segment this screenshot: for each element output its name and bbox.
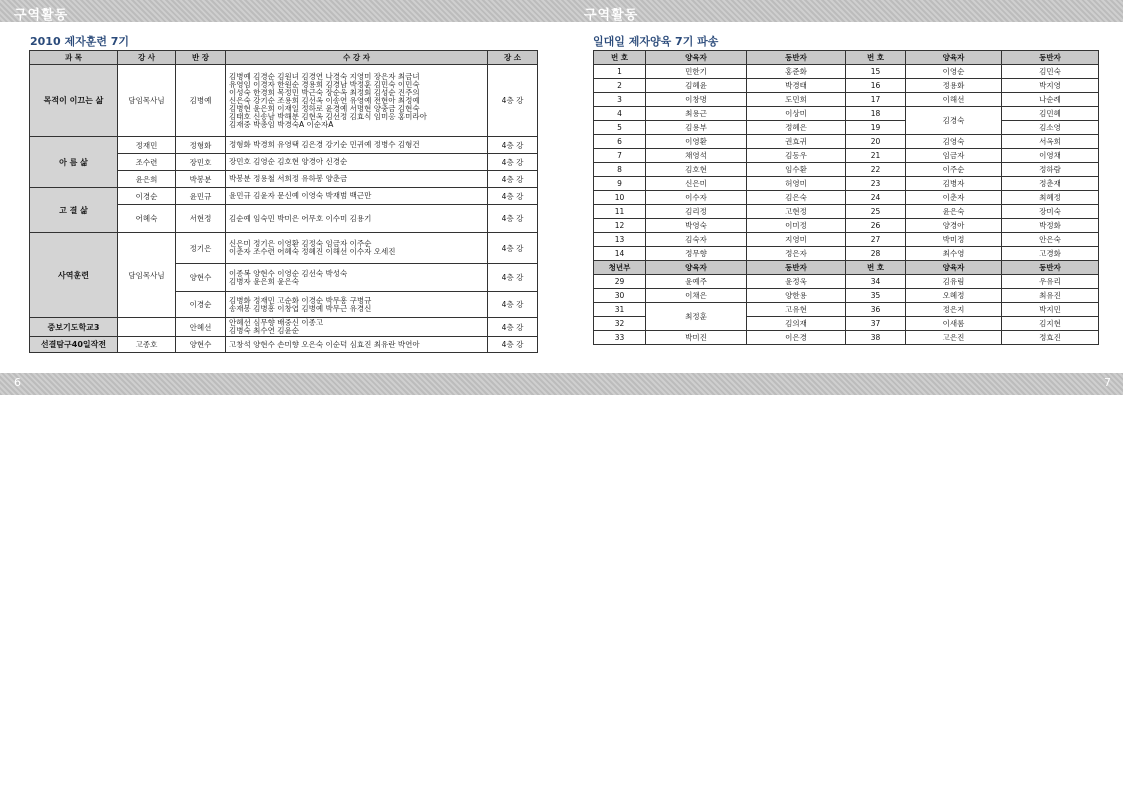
subject-cell: 목적이 이끄는 삶 bbox=[30, 65, 118, 137]
table-cell: 2 bbox=[594, 79, 646, 93]
table-row bbox=[594, 65, 1099, 79]
students-cell: 김병화 정재민 고순화 이경순 박무흥 구병규 송재봉 김병흥 이창엽 김병예 박무근 유경신 bbox=[226, 292, 488, 318]
location-cell: 4층 강 bbox=[488, 171, 538, 188]
table-cell: 허영미 bbox=[747, 177, 846, 191]
leader-cell: 안혜선 bbox=[176, 318, 226, 337]
right-section-title: 구역활동 bbox=[584, 8, 639, 23]
students-cell: 신은미 정기은 이영환 김정숙 임금자 이주순 이춘자 조수련 어혜숙 정혜진 이해선 이수자 오세진 bbox=[226, 233, 488, 264]
table-cell: 36 bbox=[846, 303, 906, 317]
table-cell: 김호현 bbox=[646, 163, 747, 177]
students-cell: 김병예 김경순 김원녀 김경연 나경숙 지영미 장은자 최금녀 유영임 이경자 한원순 경용희 김경남 박정훈 김민숙 이민숙 이성숙 한경희 목정민 박근숙 장순옥 최정회 김성순 진주의 신은숙 강기순 조용희 김선옥 이송연 유영예 전현아 최정예 김병현 윤은희 이재일 정하로 윤경예 서명현 양충금 김현숙 김태호 신송남 박해분 김현옥 김선정 김효식 임미옹 홍미라아 김재중 박총임 박경숙A 이순자A bbox=[226, 65, 488, 137]
table-cell: 정용화 bbox=[906, 79, 1002, 93]
table-cell: 이상미 bbox=[747, 107, 846, 121]
students-cell: 안혜선 심무향 배중신 이종고 김병숙 최수연 김윤순 bbox=[226, 318, 488, 337]
left-page-number: 6 bbox=[14, 376, 21, 389]
table-cell: 29 bbox=[594, 275, 646, 289]
table-cell: 김은숙 bbox=[747, 191, 846, 205]
table-cell: 나순례 bbox=[1002, 93, 1099, 107]
table-cell: 4 bbox=[594, 107, 646, 121]
students-cell: 장민호 김영순 김호현 양경아 신경순 bbox=[226, 154, 488, 171]
table-row bbox=[594, 135, 1099, 149]
table-cell: 이창명 bbox=[646, 93, 747, 107]
table-cell: 김경숙 bbox=[906, 107, 1002, 135]
students-cell: 이종복 양현수 이영순 김선숙 박성숙 김병자 윤은희 윤은숙 bbox=[226, 264, 488, 292]
table-cell: 19 bbox=[846, 121, 906, 135]
location-cell: 4층 강 bbox=[488, 318, 538, 337]
table-cell: 16 bbox=[846, 79, 906, 93]
table-cell: 25 bbox=[846, 205, 906, 219]
right-page-number: 7 bbox=[1104, 376, 1111, 389]
table-cell: 김유림 bbox=[906, 275, 1002, 289]
table-cell: 우유리 bbox=[1002, 275, 1099, 289]
table-row bbox=[30, 233, 538, 264]
table-row bbox=[594, 191, 1099, 205]
table-row bbox=[594, 149, 1099, 163]
table-cell: 이해선 bbox=[906, 93, 1002, 107]
table-cell: 윤정욱 bbox=[747, 275, 846, 289]
table-cell: 최수영 bbox=[906, 247, 1002, 261]
table-cell: 양한용 bbox=[747, 289, 846, 303]
leader-cell: 박봉분 bbox=[176, 171, 226, 188]
table-cell: 임수환 bbox=[747, 163, 846, 177]
table-cell: 김숙자 bbox=[646, 233, 747, 247]
column-header: 동반자 bbox=[747, 51, 846, 65]
leader-cell: 양현수 bbox=[176, 264, 226, 292]
table-cell: 김동우 bbox=[747, 149, 846, 163]
column-header: 동반자 bbox=[1002, 51, 1099, 65]
table-cell: 윤은숙 bbox=[906, 205, 1002, 219]
subject-cell: 사역훈련 bbox=[30, 233, 118, 318]
table-row bbox=[594, 247, 1099, 261]
table-cell: 18 bbox=[846, 107, 906, 121]
subject-cell: 고 결 삶 bbox=[30, 188, 118, 233]
table-cell: 김리정 bbox=[646, 205, 747, 219]
column-header: 동반자 bbox=[747, 261, 846, 275]
table-cell: 5 bbox=[594, 121, 646, 135]
table-cell: 정효진 bbox=[1002, 331, 1099, 345]
table-cell: 26 bbox=[846, 219, 906, 233]
table-cell: 9 bbox=[594, 177, 646, 191]
teacher-cell: 윤은희 bbox=[118, 171, 176, 188]
table-cell: 정은지 bbox=[906, 303, 1002, 317]
teacher-cell: 이경순 bbox=[118, 188, 176, 205]
subject-cell: 중보기도학교3 bbox=[30, 318, 118, 337]
table-cell: 박정화 bbox=[1002, 219, 1099, 233]
table-row bbox=[30, 337, 538, 353]
table-cell: 민한기 bbox=[646, 65, 747, 79]
table-cell: 15 bbox=[846, 65, 906, 79]
table-cell: 박미진 bbox=[646, 331, 747, 345]
table-cell: 최정훈 bbox=[646, 303, 747, 331]
table-cell: 김혜윤 bbox=[646, 79, 747, 93]
table-cell: 13 bbox=[594, 233, 646, 247]
table-cell: 최혜정 bbox=[1002, 191, 1099, 205]
table-cell: 박미정 bbox=[906, 233, 1002, 247]
location-cell: 4층 강 bbox=[488, 233, 538, 264]
table-cell: 30 bbox=[594, 289, 646, 303]
table-cell: 최용근 bbox=[646, 107, 747, 121]
table-cell: 박지민 bbox=[1002, 303, 1099, 317]
table-cell: 김의재 bbox=[747, 317, 846, 331]
table-cell: 정은자 bbox=[747, 247, 846, 261]
location-cell: 4층 강 bbox=[488, 65, 538, 137]
table-cell: 23 bbox=[846, 177, 906, 191]
table-cell: 윤예주 bbox=[646, 275, 747, 289]
table-cell: 이미정 bbox=[747, 219, 846, 233]
table-cell: 박경태 bbox=[747, 79, 846, 93]
table-cell: 고경화 bbox=[1002, 247, 1099, 261]
table-row bbox=[594, 121, 1099, 135]
table-cell: 이주순 bbox=[906, 163, 1002, 177]
table-cell: 14 bbox=[594, 247, 646, 261]
table-cell: 양경아 bbox=[906, 219, 1002, 233]
leader-cell: 정기은 bbox=[176, 233, 226, 264]
column-header: 과 목 bbox=[30, 51, 118, 65]
table-cell: 이은경 bbox=[747, 331, 846, 345]
location-cell: 4층 강 bbox=[488, 137, 538, 154]
table-cell: 1 bbox=[594, 65, 646, 79]
table-row bbox=[594, 163, 1099, 177]
table-row bbox=[30, 65, 538, 137]
leader-cell: 양현수 bbox=[176, 337, 226, 353]
table-cell: 김지현 bbox=[1002, 317, 1099, 331]
table-cell: 38 bbox=[846, 331, 906, 345]
table-cell: 21 bbox=[846, 149, 906, 163]
table-cell: 이채은 bbox=[646, 289, 747, 303]
column-header: 양육자 bbox=[906, 261, 1002, 275]
table-cell: 김용부 bbox=[646, 121, 747, 135]
table-cell: 10 bbox=[594, 191, 646, 205]
location-cell: 4층 강 bbox=[488, 337, 538, 353]
table-row bbox=[30, 137, 538, 154]
table-cell: 안은숙 bbox=[1002, 233, 1099, 247]
column-header: 번 호 bbox=[846, 51, 906, 65]
location-cell: 4층 강 bbox=[488, 188, 538, 205]
leader-cell: 정형화 bbox=[176, 137, 226, 154]
table-cell: 최유진 bbox=[1002, 289, 1099, 303]
students-cell: 윤민규 김윤자 문신예 이영숙 박재범 백근만 bbox=[226, 188, 488, 205]
table-cell: 이수자 bbox=[646, 191, 747, 205]
column-header: 장 소 bbox=[488, 51, 538, 65]
column-header: 양육자 bbox=[646, 51, 747, 65]
column-header: 양육자 bbox=[906, 51, 1002, 65]
table-row bbox=[594, 219, 1099, 233]
table-cell: 이춘자 bbox=[906, 191, 1002, 205]
table-cell: 27 bbox=[846, 233, 906, 247]
table-cell: 지영미 bbox=[747, 233, 846, 247]
table-row bbox=[594, 205, 1099, 219]
leader-cell: 윤민규 bbox=[176, 188, 226, 205]
students-cell: 박봉분 정용철 서희정 유하봉 양춘금 bbox=[226, 171, 488, 188]
table-cell: 24 bbox=[846, 191, 906, 205]
table-header-row bbox=[594, 51, 1099, 65]
table-cell: 서옥희 bbox=[1002, 135, 1099, 149]
students-cell: 김순예 임숙민 박미은 어무호 이수미 김용기 bbox=[226, 205, 488, 233]
column-header: 강 사 bbox=[118, 51, 176, 65]
table-cell: 28 bbox=[846, 247, 906, 261]
table-cell: 32 bbox=[594, 317, 646, 331]
table-cell: 20 bbox=[846, 135, 906, 149]
left-section-title: 구역활동 bbox=[14, 8, 69, 23]
left-table-title: 2010 제자훈련 7기 bbox=[30, 35, 130, 48]
table-cell: 17 bbox=[846, 93, 906, 107]
table-cell: 정하람 bbox=[1002, 163, 1099, 177]
leader-cell: 이경순 bbox=[176, 292, 226, 318]
table-cell: 김민혜 bbox=[1002, 107, 1099, 121]
footer-band bbox=[0, 373, 1123, 395]
table-cell: 12 bbox=[594, 219, 646, 233]
leader-cell: 김병예 bbox=[176, 65, 226, 137]
table-cell: 정춘재 bbox=[1002, 177, 1099, 191]
table-row bbox=[594, 289, 1099, 303]
table-cell: 11 bbox=[594, 205, 646, 219]
one-on-one-discipleship-table bbox=[593, 50, 1099, 345]
table-cell: 8 bbox=[594, 163, 646, 177]
table-cell: 김소영 bbox=[1002, 121, 1099, 135]
table-cell: 고현정 bbox=[747, 205, 846, 219]
table-cell: 34 bbox=[846, 275, 906, 289]
table-row bbox=[594, 107, 1099, 121]
table-cell: 6 bbox=[594, 135, 646, 149]
table-row bbox=[30, 318, 538, 337]
table-row bbox=[594, 93, 1099, 107]
leader-cell: 장민호 bbox=[176, 154, 226, 171]
table-cell: 35 bbox=[846, 289, 906, 303]
table-row bbox=[594, 303, 1099, 317]
table-cell: 오혜정 bbox=[906, 289, 1002, 303]
column-header: 청년부 bbox=[594, 261, 646, 275]
table-row bbox=[594, 177, 1099, 191]
table-cell: 권효귀 bbox=[747, 135, 846, 149]
table-row bbox=[30, 188, 538, 205]
table-row bbox=[594, 275, 1099, 289]
table-cell: 이영채 bbox=[1002, 149, 1099, 163]
students-cell: 고창석 양현수 손미향 오은숙 이순덕 심효진 최유란 박연아 bbox=[226, 337, 488, 353]
table-cell: 홍준화 bbox=[747, 65, 846, 79]
table-cell: 박영숙 bbox=[646, 219, 747, 233]
right-table-title: 일대일 제자양육 7기 파송 bbox=[593, 35, 719, 48]
table-cell: 이영환 bbox=[646, 135, 747, 149]
table-cell: 김민숙 bbox=[1002, 65, 1099, 79]
table-header-row bbox=[30, 51, 538, 65]
teacher-cell: 고종호 bbox=[118, 337, 176, 353]
column-header: 수 강 자 bbox=[226, 51, 488, 65]
table-cell: 33 bbox=[594, 331, 646, 345]
subject-cell: 선결탐구40일작전 bbox=[30, 337, 118, 353]
table-row bbox=[594, 233, 1099, 247]
column-header: 번 호 bbox=[594, 51, 646, 65]
table-cell: 신은미 bbox=[646, 177, 747, 191]
table-cell: 정혜은 bbox=[747, 121, 846, 135]
table-cell: 22 bbox=[846, 163, 906, 177]
table-cell: 장미숙 bbox=[1002, 205, 1099, 219]
youth-header-row bbox=[594, 261, 1099, 275]
subject-cell: 아 름 삶 bbox=[30, 137, 118, 188]
table-cell: 7 bbox=[594, 149, 646, 163]
students-cell: 정형화 박경희 유영택 김은경 강기순 민귀예 정병수 김형건 bbox=[226, 137, 488, 154]
location-cell: 4층 강 bbox=[488, 264, 538, 292]
table-cell: 김병자 bbox=[906, 177, 1002, 191]
table-cell: 이영순 bbox=[906, 65, 1002, 79]
table-cell: 박지영 bbox=[1002, 79, 1099, 93]
column-header: 반 장 bbox=[176, 51, 226, 65]
table-cell: 채영석 bbox=[646, 149, 747, 163]
teacher-cell: 조수련 bbox=[118, 154, 176, 171]
table-cell: 이새롬 bbox=[906, 317, 1002, 331]
table-cell: 김영숙 bbox=[906, 135, 1002, 149]
table-cell: 3 bbox=[594, 93, 646, 107]
teacher-cell bbox=[118, 318, 176, 337]
table-row bbox=[594, 331, 1099, 345]
location-cell: 4층 강 bbox=[488, 154, 538, 171]
header-band bbox=[0, 0, 1123, 22]
table-cell: 고은진 bbox=[906, 331, 1002, 345]
teacher-cell: 담임목사님 bbox=[118, 233, 176, 318]
teacher-cell: 어혜숙 bbox=[118, 205, 176, 233]
discipleship-training-table bbox=[29, 50, 538, 353]
leader-cell: 서현정 bbox=[176, 205, 226, 233]
column-header: 번 호 bbox=[846, 261, 906, 275]
teacher-cell: 담임목사님 bbox=[118, 65, 176, 137]
teacher-cell: 정재민 bbox=[118, 137, 176, 154]
location-cell: 4층 강 bbox=[488, 205, 538, 233]
table-row bbox=[594, 79, 1099, 93]
table-cell: 고유현 bbox=[747, 303, 846, 317]
table-cell: 도민희 bbox=[747, 93, 846, 107]
table-cell: 37 bbox=[846, 317, 906, 331]
column-header: 양육자 bbox=[646, 261, 747, 275]
table-cell: 정무향 bbox=[646, 247, 747, 261]
table-cell: 임금자 bbox=[906, 149, 1002, 163]
location-cell: 4층 강 bbox=[488, 292, 538, 318]
column-header: 동반자 bbox=[1002, 261, 1099, 275]
table-cell: 31 bbox=[594, 303, 646, 317]
